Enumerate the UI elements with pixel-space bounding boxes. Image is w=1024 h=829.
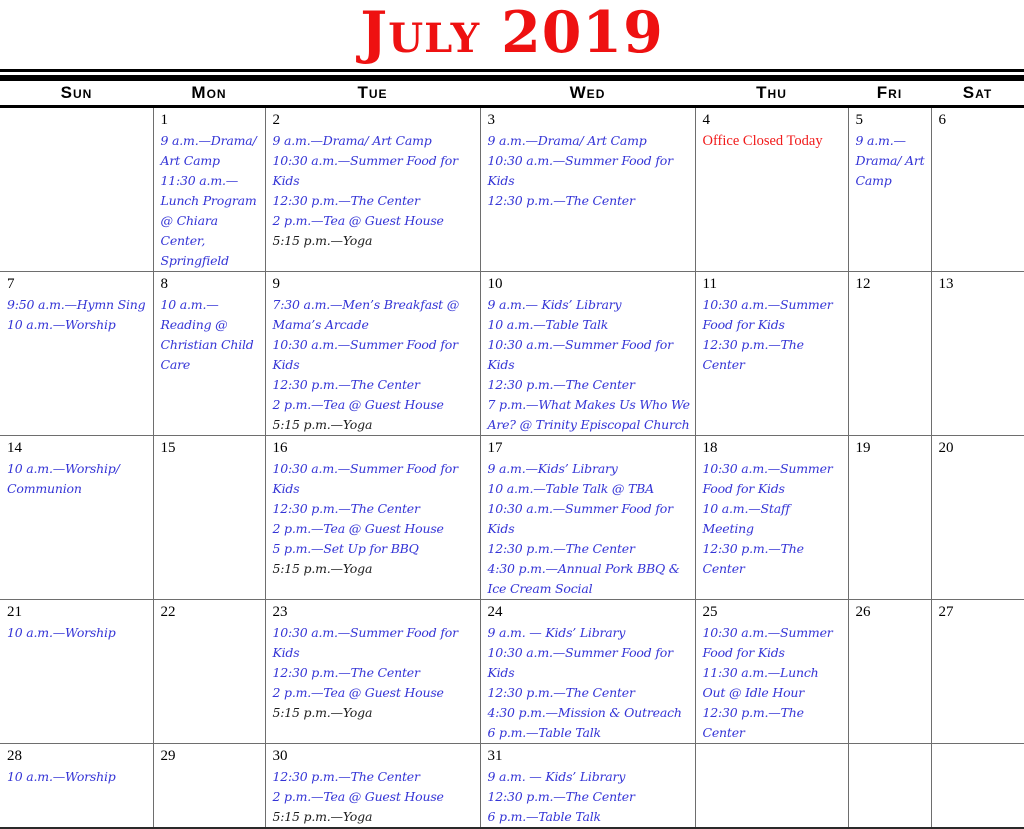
day-number: 11 [702, 276, 717, 292]
event-text: 11:30 a.m.—Lunch Out @ Idle Hour [702, 665, 819, 700]
event-text: 11:30 a.m.—Lunch Program @ Chiara Center, Springfield [160, 173, 257, 268]
day-cell-7 [0, 272, 153, 436]
event-text: 10:30 a.m.—Summer Food for Kids [272, 337, 458, 372]
event-text: 5:15 p.m.—Yoga [272, 417, 373, 432]
week-row-5 [0, 744, 1024, 829]
day-cell-2 [265, 107, 480, 272]
day-cell-23 [265, 600, 480, 744]
event-text: 5 p.m.—Set Up for BBQ [272, 541, 419, 556]
event-text: 9 a.m.—Drama/ Art Camp [160, 133, 257, 168]
day-cell-17 [480, 436, 695, 600]
event-text: 10 a.m.—Worship [7, 317, 116, 332]
day-cell-18 [695, 436, 848, 600]
calendar-table [0, 81, 1024, 829]
day-cell-3 [480, 107, 695, 272]
day-number: 22 [160, 604, 176, 620]
day-cell-15 [153, 436, 265, 600]
day-number: 15 [160, 440, 176, 456]
event-text: 12:30 p.m.—The Center [272, 665, 420, 680]
event-text: 10:30 a.m.—Summer Food for Kids [487, 645, 673, 680]
day-header-sat: Sat [931, 81, 1024, 107]
day-header-tue: Tue [265, 81, 480, 107]
week-row-2 [0, 272, 1024, 436]
day-number: 25 [702, 604, 718, 620]
day-cell-24 [480, 600, 695, 744]
event-text: 10:30 a.m.—Summer Food for Kids [702, 297, 833, 332]
day-cell-empty [695, 744, 848, 829]
event-text: 2 p.m.—Tea @ Guest House [272, 521, 444, 536]
day-cell-30 [265, 744, 480, 829]
day-cell-25 [695, 600, 848, 744]
event-text: 2 p.m.—Tea @ Guest House [272, 213, 444, 228]
day-cell-27 [931, 600, 1024, 744]
day-number: 21 [7, 604, 22, 620]
event-text: 12:30 p.m.—The Center [702, 337, 804, 372]
event-text: 2 p.m.—Tea @ Guest House [272, 789, 444, 804]
day-cell-empty [848, 744, 931, 829]
day-number: 9 [272, 276, 280, 292]
day-cell-14 [0, 436, 153, 600]
event-text: 9 a.m.— Kids’ Library [487, 297, 622, 312]
day-number: 20 [938, 440, 954, 456]
event-text: 10 a.m.—Worship [7, 625, 116, 640]
day-cell-13 [931, 272, 1024, 436]
day-cell-5 [848, 107, 931, 272]
day-number: 26 [855, 604, 871, 620]
event-text: 5:15 p.m.—Yoga [272, 233, 373, 248]
event-text: 5:15 p.m.—Yoga [272, 809, 373, 824]
day-cell-10 [480, 272, 695, 436]
day-cell-16 [265, 436, 480, 600]
event-text: 9 a.m.— Drama/ Art Camp [855, 133, 925, 188]
event-text: 10 a.m.—Worship/ Communion [7, 461, 120, 496]
day-cell-11 [695, 272, 848, 436]
day-header-thu: Thu [695, 81, 848, 107]
event-text: 5:15 p.m.—Yoga [272, 561, 373, 576]
event-text: 9 a.m. — Kids’ Library [487, 625, 626, 640]
event-text: 12:30 p.m.—The Center [487, 541, 635, 556]
day-header-row [0, 81, 1024, 107]
event-text: 12:30 p.m.—The Center [272, 501, 420, 516]
day-number: 27 [938, 604, 954, 620]
day-number: 31 [487, 748, 503, 764]
day-cell-28 [0, 744, 153, 829]
day-header-wed: Wed [480, 81, 695, 107]
event-text: 10 a.m.—Staff Meeting [702, 501, 790, 536]
day-cell-empty [931, 744, 1024, 829]
day-number: 17 [487, 440, 503, 456]
event-text: 10:30 a.m.—Summer Food for Kids [487, 337, 673, 372]
day-cell-31 [480, 744, 695, 829]
event-text: 10:30 a.m.—Summer Food for Kids [702, 461, 833, 496]
day-number: 5 [855, 112, 863, 128]
event-text: 7:30 a.m.—Men’s Breakfast @ Mama’s Arcade [272, 297, 460, 332]
event-text: 12:30 p.m.—The Center [487, 377, 635, 392]
event-text: 7 p.m.—What Makes Us Who We Are? @ Trinity Episcopal Church [487, 397, 690, 432]
event-text: 9 a.m.—Kids’ Library [487, 461, 618, 476]
event-text: 12:30 p.m.—The Center [487, 685, 635, 700]
event-text: Office Closed Today [702, 133, 823, 149]
event-text: 9 a.m.—Drama/ Art Camp [487, 133, 647, 148]
week-row-1 [0, 107, 1024, 272]
day-number: 3 [487, 112, 495, 128]
event-text: 10 a.m.—Table Talk [487, 317, 609, 332]
day-number: 10 [487, 276, 503, 292]
event-text: 10:30 a.m.—Summer Food for Kids [702, 625, 833, 660]
day-number: 24 [487, 604, 503, 620]
week-row-4 [0, 600, 1024, 744]
event-text: 12:30 p.m.—The Center [272, 377, 420, 392]
event-text: 5:15 p.m.—Yoga [272, 705, 373, 720]
day-number: 29 [160, 748, 176, 764]
day-number: 12 [855, 276, 871, 292]
event-text: 12:30 p.m.—The Center [487, 193, 635, 208]
day-cell-9 [265, 272, 480, 436]
day-cell-20 [931, 436, 1024, 600]
day-number: 6 [938, 112, 946, 128]
event-text: 10:30 a.m.—Summer Food for Kids [487, 501, 673, 536]
day-header-sun: Sun [0, 81, 153, 107]
week-row-3 [0, 436, 1024, 600]
event-text: 9 a.m. — Kids’ Library [487, 769, 626, 784]
event-text: 10:30 a.m.—Summer Food for Kids [272, 625, 458, 660]
day-cell-4 [695, 107, 848, 272]
day-number: 23 [272, 604, 288, 620]
day-number: 13 [938, 276, 954, 292]
day-number: 7 [7, 276, 15, 292]
event-text: 12:30 p.m.—The Center [487, 789, 635, 804]
event-text: 10:30 a.m.—Summer Food for Kids [487, 153, 673, 188]
event-text: 12:30 p.m.—The Center [702, 541, 804, 576]
day-cell-6 [931, 107, 1024, 272]
day-header-mon: Mon [153, 81, 265, 107]
event-text: 12:30 p.m.—The Center [702, 705, 804, 740]
event-text: 9 a.m.—Drama/ Art Camp [272, 133, 432, 148]
event-text: 9:50 a.m.—Hymn Sing [7, 297, 146, 312]
event-text: 4:30 p.m.—Mission & Outreach [487, 705, 682, 720]
day-cell-1 [153, 107, 265, 272]
day-cell-26 [848, 600, 931, 744]
event-text: 12:30 p.m.—The Center [272, 769, 420, 784]
event-text: 2 p.m.—Tea @ Guest House [272, 685, 444, 700]
day-cell-22 [153, 600, 265, 744]
day-number: 14 [7, 440, 22, 456]
day-number: 2 [272, 112, 280, 128]
day-number: 16 [272, 440, 288, 456]
day-cell-19 [848, 436, 931, 600]
day-number: 30 [272, 748, 288, 764]
day-number: 18 [702, 440, 718, 456]
day-number: 8 [160, 276, 168, 292]
day-cell-21 [0, 600, 153, 744]
page-title: July 2019 [360, 0, 664, 66]
event-text: 12:30 p.m.—The Center [272, 193, 420, 208]
day-cell-12 [848, 272, 931, 436]
day-cell-empty [0, 107, 153, 272]
event-text: 2 p.m.—Tea @ Guest House [272, 397, 444, 412]
day-number: 28 [7, 748, 22, 764]
event-text: 10:30 a.m.—Summer Food for Kids [272, 461, 458, 496]
day-number: 1 [160, 112, 168, 128]
event-text: 6 p.m.—Table Talk [487, 725, 601, 740]
day-cell-8 [153, 272, 265, 436]
event-text: 4:30 p.m.—Annual Pork BBQ & Ice Cream Social [487, 561, 680, 596]
calendar-body [0, 107, 1024, 829]
event-text: 10:30 a.m.—Summer Food for Kids [272, 153, 458, 188]
day-header-fri: Fri [848, 81, 931, 107]
event-text: 10 a.m.—Reading @ Christian Child Care [160, 297, 254, 372]
event-text: 10 a.m.—Worship [7, 769, 116, 784]
day-cell-29 [153, 744, 265, 829]
day-number: 19 [855, 440, 871, 456]
day-number: 4 [702, 112, 710, 128]
event-text: 6 p.m.—Table Talk [487, 809, 601, 824]
event-text: 10 a.m.—Table Talk @ TBA [487, 481, 654, 496]
